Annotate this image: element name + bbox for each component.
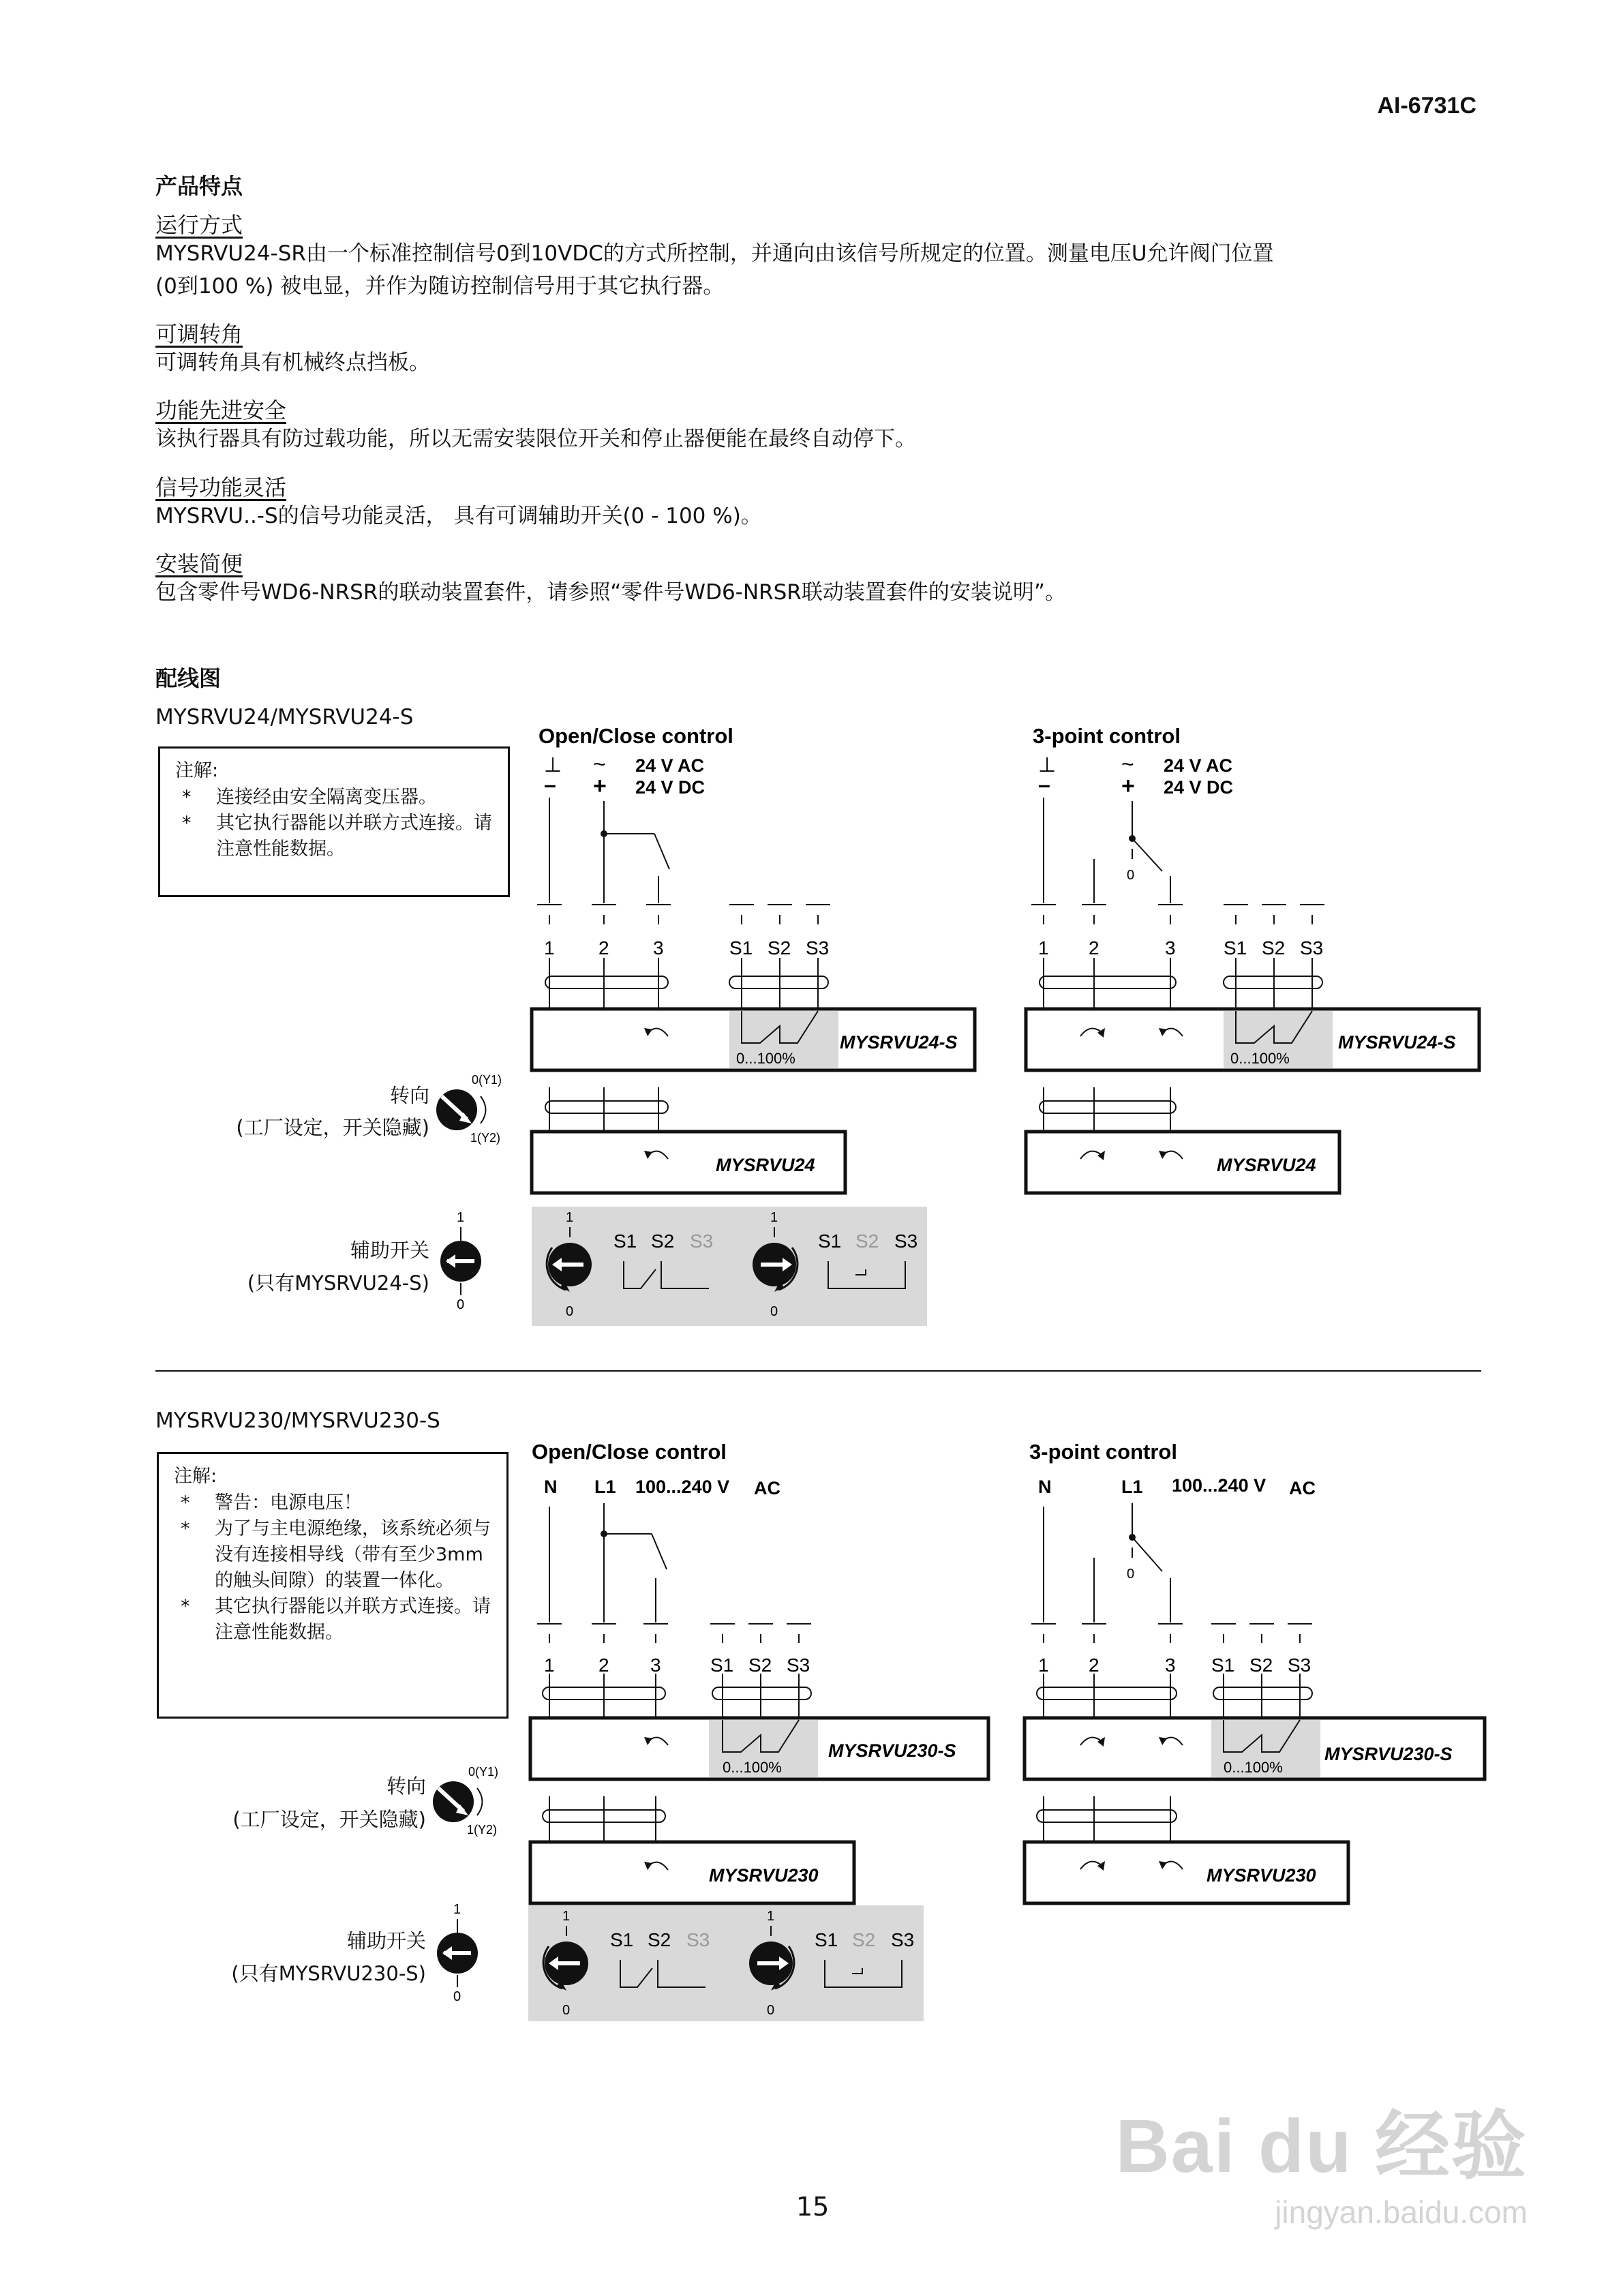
baidu-watermark bbox=[1115, 2086, 1528, 2231]
section2-note-item: * 其它执行器能以并联方式连接。请注意性能数据。 bbox=[181, 1596, 491, 1643]
feature-text-1b: (0到100 %) 被电显，并作为随访控制信号用于其它执行器。 bbox=[155, 274, 725, 299]
svg-text:0: 0 bbox=[1127, 868, 1135, 883]
svg-text:+: + bbox=[1121, 773, 1135, 799]
svg-text:0(Y1): 0(Y1) bbox=[472, 1073, 502, 1087]
section2-direction-sub: (工厂设定，开关隐藏) bbox=[232, 1808, 426, 1831]
svg-text:S1: S1 bbox=[610, 1929, 634, 1950]
svg-text:0: 0 bbox=[453, 1989, 461, 2004]
feature-text-2: 可调转角具有机械终点挡板。 bbox=[155, 350, 430, 375]
feature-heading-2: 可调转角 bbox=[155, 321, 243, 347]
svg-text:–: – bbox=[1038, 772, 1050, 797]
svg-text:3: 3 bbox=[650, 1655, 661, 1676]
section2-3point-diagram bbox=[1019, 1438, 1496, 1916]
svg-text:MYSRVU230-S: MYSRVU230-S bbox=[828, 1740, 956, 1761]
section2-aux-label: 辅助开关 bbox=[346, 1929, 426, 1952]
svg-text:⊥: ⊥ bbox=[1038, 754, 1057, 776]
svg-text:S3: S3 bbox=[1288, 1655, 1311, 1676]
terminal-1: 1 bbox=[544, 937, 555, 958]
feature-text-3: 该执行器具有防过载功能，所以无需安装限位开关和停止器便能在最终自动停下。 bbox=[155, 427, 916, 451]
svg-text:3: 3 bbox=[1165, 1655, 1176, 1676]
svg-text:S3: S3 bbox=[891, 1929, 915, 1950]
section-divider bbox=[155, 1370, 1481, 1372]
svg-text:1: 1 bbox=[767, 1909, 775, 1924]
section1-3point-diagram bbox=[1019, 723, 1496, 1200]
terminal-3: 3 bbox=[1165, 937, 1176, 958]
svg-text:0: 0 bbox=[767, 2003, 775, 2018]
terminal-s1: S1 bbox=[1224, 937, 1247, 958]
svg-text:2: 2 bbox=[1089, 1655, 1099, 1676]
svg-text:0: 0 bbox=[457, 1297, 465, 1312]
terminal-2: 2 bbox=[1089, 937, 1099, 958]
feature-text-5: 包含零件号WD6-NRSR的联动装置套件，请参照“零件号WD6-NRSR联动装置套件的安装说明”。 bbox=[155, 580, 1066, 605]
svg-text:1: 1 bbox=[770, 1210, 778, 1225]
section2-direction-switch-icon bbox=[426, 1762, 501, 1837]
page-number: 15 bbox=[796, 2192, 830, 2222]
svg-text:1: 1 bbox=[562, 1909, 571, 1924]
section2-aux-switch-icon bbox=[433, 1899, 487, 2008]
terminal-2: 2 bbox=[598, 937, 609, 958]
minus-symbol: – bbox=[544, 772, 556, 797]
wiring-title: 配线图 bbox=[155, 665, 222, 691]
svg-text:S3: S3 bbox=[894, 1230, 918, 1252]
section1-aux-sub: (只有MYSRVU24-S) bbox=[247, 1271, 429, 1295]
supply-dc: 24 V DC bbox=[1164, 777, 1234, 798]
section1-note-title: 注解: bbox=[175, 760, 219, 781]
svg-text:1: 1 bbox=[1038, 1655, 1049, 1676]
section1-model-line: MYSRVU24/MYSRVU24-S bbox=[155, 705, 414, 729]
model-s-label: MYSRVU24-S bbox=[1338, 1032, 1456, 1053]
section2-note-title: 注解: bbox=[174, 1466, 217, 1487]
feature-text-1a: MYSRVU24-SR由一个标准控制信号0到10VDC的方式所控制，并通向由该信号所规定的位置。测量电压U允许阀门位置 bbox=[155, 241, 1274, 266]
svg-text:AC: AC bbox=[1289, 1478, 1316, 1498]
model-s-label: MYSRVU24-S bbox=[840, 1032, 958, 1053]
feature-heading-5: 安装简便 bbox=[155, 551, 243, 577]
section2-aux-panel bbox=[528, 1905, 924, 2021]
ground-symbol: ⊥ bbox=[544, 754, 562, 776]
section1-note-item: * 连接经由安全隔离变压器。 bbox=[182, 787, 437, 808]
svg-text:S1: S1 bbox=[1211, 1655, 1235, 1676]
document-id: AI-6731C bbox=[1377, 93, 1476, 119]
svg-text:S1: S1 bbox=[818, 1230, 842, 1252]
features-title: 产品特点 bbox=[155, 173, 243, 199]
svg-text:0(Y1): 0(Y1) bbox=[468, 1765, 499, 1779]
feature-text-4: MYSRVU..-S的信号功能灵活， 具有可调辅助开关(0 - 100 %)。 bbox=[155, 504, 762, 528]
watermark-url: jingyan.baidu.com bbox=[1275, 2194, 1528, 2230]
plus-symbol: + bbox=[593, 773, 607, 799]
svg-text:Open/Close control: Open/Close control bbox=[532, 1440, 727, 1464]
section1-note-item: * 其它执行器能以并联方式连接。请注意性能数据。 bbox=[182, 813, 492, 860]
section1-aux-label: 辅助开关 bbox=[350, 1239, 429, 1262]
svg-text:0: 0 bbox=[770, 1304, 778, 1319]
svg-text:0: 0 bbox=[562, 2003, 571, 2018]
ac-symbol: ~ bbox=[593, 752, 606, 776]
svg-text:0...100%: 0...100% bbox=[1230, 1050, 1290, 1067]
feature-heading-4: 信号功能灵活 bbox=[155, 474, 287, 500]
svg-text:MYSRVU230-S: MYSRVU230-S bbox=[1324, 1744, 1453, 1764]
supply-dc: 24 V DC bbox=[635, 777, 706, 798]
section1-oc-title: Open/Close control bbox=[539, 724, 733, 748]
section1-3p-title: 3-point control bbox=[1033, 724, 1181, 748]
section1-direction-switch-icon bbox=[429, 1070, 504, 1145]
feature-heading-1: 运行方式 bbox=[155, 212, 243, 238]
svg-text:N: N bbox=[1038, 1477, 1052, 1497]
section2-open-close-diagram bbox=[525, 1438, 1002, 1916]
svg-text:1(Y2): 1(Y2) bbox=[470, 1131, 501, 1145]
terminal-1: 1 bbox=[1038, 937, 1049, 958]
svg-text:S3: S3 bbox=[686, 1929, 710, 1950]
supply-ac: 24 V AC bbox=[1164, 755, 1233, 776]
section2-note-item: * 为了与主电源绝缘，该系统必须与没有连接相导线（带有至少3mm的触头间隙）的装置一体化。 bbox=[181, 1518, 491, 1591]
svg-text:S2: S2 bbox=[748, 1655, 772, 1676]
svg-text:MYSRVU230: MYSRVU230 bbox=[709, 1865, 819, 1886]
svg-text:1: 1 bbox=[453, 1902, 461, 1917]
svg-text:0...100%: 0...100% bbox=[723, 1759, 782, 1776]
watermark-brand: Bai du 经验 bbox=[1115, 2104, 1528, 2188]
svg-text:S2: S2 bbox=[1249, 1655, 1273, 1676]
section1-note-box bbox=[158, 746, 510, 897]
svg-text:S2: S2 bbox=[855, 1230, 879, 1252]
svg-text:2: 2 bbox=[598, 1655, 609, 1676]
svg-text:1: 1 bbox=[544, 1655, 555, 1676]
svg-text:L1: L1 bbox=[594, 1477, 616, 1497]
terminal-s3: S3 bbox=[1300, 937, 1324, 958]
svg-text:3-point control: 3-point control bbox=[1029, 1440, 1177, 1464]
svg-text:1: 1 bbox=[566, 1210, 574, 1225]
svg-text:S3: S3 bbox=[690, 1230, 714, 1252]
terminal-s1: S1 bbox=[729, 937, 753, 958]
svg-text:0...100%: 0...100% bbox=[1224, 1759, 1283, 1776]
supply-ac: 24 V AC bbox=[635, 755, 705, 776]
section2-note-box bbox=[157, 1452, 509, 1719]
model-label: MYSRVU24 bbox=[716, 1155, 815, 1175]
section2-aux-sub: (只有MYSRVU230-S) bbox=[231, 1962, 426, 1985]
svg-text:MYSRVU230: MYSRVU230 bbox=[1207, 1865, 1316, 1886]
svg-text:S2: S2 bbox=[651, 1230, 675, 1252]
svg-text:1(Y2): 1(Y2) bbox=[467, 1823, 498, 1837]
section1-aux-panel bbox=[532, 1207, 927, 1326]
section2-note-item: * 警告：电源电压！ bbox=[181, 1492, 362, 1513]
svg-text:AC: AC bbox=[754, 1478, 780, 1498]
svg-text:S3: S3 bbox=[787, 1655, 810, 1676]
section1-open-close-diagram bbox=[525, 723, 1002, 1200]
terminal-s2: S2 bbox=[1262, 937, 1286, 958]
svg-text:100...240 V: 100...240 V bbox=[1172, 1475, 1266, 1496]
section2-direction-label: 转向 bbox=[386, 1774, 426, 1798]
svg-text:S2: S2 bbox=[852, 1929, 876, 1950]
svg-text:N: N bbox=[544, 1477, 558, 1497]
section1-direction-label: 转向 bbox=[389, 1084, 429, 1107]
terminal-s3: S3 bbox=[806, 937, 830, 958]
model-label: MYSRVU24 bbox=[1217, 1155, 1316, 1175]
svg-text:0: 0 bbox=[566, 1304, 574, 1319]
svg-text:S1: S1 bbox=[710, 1655, 734, 1676]
terminal-3: 3 bbox=[653, 937, 664, 958]
svg-text:L1: L1 bbox=[1121, 1477, 1143, 1497]
svg-text:0: 0 bbox=[1127, 1567, 1135, 1582]
range-label: 0...100% bbox=[736, 1050, 795, 1067]
svg-text:~: ~ bbox=[1121, 752, 1134, 776]
svg-text:S2: S2 bbox=[648, 1929, 671, 1950]
section1-aux-switch-icon bbox=[436, 1207, 491, 1316]
svg-text:S1: S1 bbox=[815, 1929, 838, 1950]
svg-text:1: 1 bbox=[457, 1210, 465, 1225]
feature-heading-3: 功能先进安全 bbox=[155, 397, 287, 423]
svg-text:S1: S1 bbox=[613, 1230, 637, 1252]
terminal-s2: S2 bbox=[768, 937, 791, 958]
section1-direction-sub: (工厂设定，开关隐藏) bbox=[236, 1116, 429, 1139]
svg-text:100...240 V: 100...240 V bbox=[635, 1477, 730, 1497]
section2-model-line: MYSRVU230/MYSRVU230-S bbox=[155, 1408, 440, 1433]
